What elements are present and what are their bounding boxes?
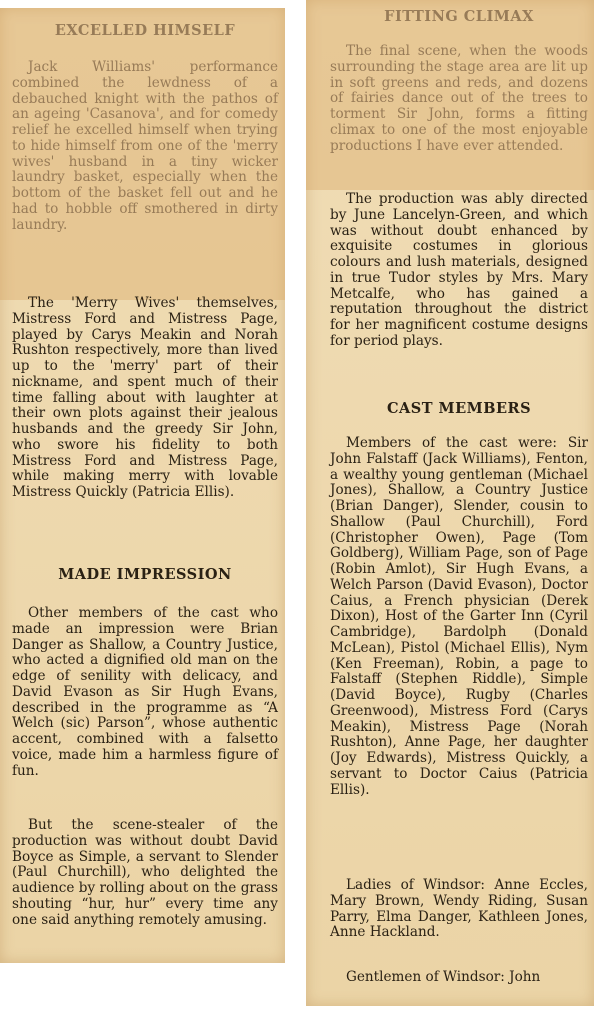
paragraph-gentlemen-of-windsor: Gentlemen of Windsor: John [346,969,541,985]
right-newspaper-clipping [306,0,594,1006]
paragraph-ladies-of-windsor: Ladies of Windsor: Anne Eccles, Mary Brown, Wendy Riding, Susan Parry, Elma Danger, Kathleen Jones, Anne Hackland. [330,877,588,941]
paragraph-final-scene: The final scene, when the woods surrounding the stage area are lit up in soft greens and reds, and dozens of fairies dance out of the trees to torment Sir John, forms a fitting climax to one of the most enjoyable productions I have ever attended. [330,43,588,154]
heading-excelled-himself: EXCELLED HIMSELF [54,22,236,39]
heading-fitting-climax: FITTING CLIMAX [384,8,534,25]
paragraph-cast-list: Members of the cast were: Sir John Falstaff (Jack Williams), Fenton, a wealthy young gentleman (Michael Jones), Shallow, a Country Justice (Brian Danger), Slender, cousin to Shallow (Paul Churchill), Ford (Christopher Owen), Page (Tom Goldberg), William Page, son of Page (Robin Amlot), Sir Hugh Evans, a Welch Parson (David Evason), Doctor Caius, a French physician (Derek Dixon), Host of the Garter Inn (Cyril Cambridge), Bardolph (Donald McLean), Pistol (Michael Ellis), Nym (Ken Freeman), Robin, a page to Falstaff (Stephen Riddle), Simple (David Boyce), Rugby (Charles Greenwood), Mistress Ford (Carys Meakin), Mistress Page (Norah Rushton), Anne Page, her daughter (Joy Edwards), Mistress Quickly, a servant to Doctor Caius (Patricia Ellis). [330,435,588,798]
paragraph-scene-stealer: But the scene-stealer of the production was without doubt David Boyce as Simple, a servant to Slender (Paul Churchill), who delighted the audience by rolling about on the grass shouting “hur, hur” every time any one said anything remotely amusing. [12,817,278,928]
left-newspaper-clipping [0,8,285,963]
paragraph-excelled-himself: Jack Williams' performance combined the lewdness of a debauched knight with the pathos of an ageing 'Casanova', and for comedy relief he excelled himself when trying to hide himself from one of the 'merry wives' husband in a tiny wicker laundry basket, especially when the bottom of the basket fell out and he had to hobble off smothered in dirty laundry. [12,59,278,233]
paragraph-merry-wives: The 'Merry Wives' themselves, Mistress Ford and Mistress Page, played by Carys Meakin and Norah Rushton respectively, more than lived up to the 'merry' part of their nickname, and spent much of their time falling about with laughter at their own plots against their jealous husbands and the greedy Sir John, who swore his fidelity to both Mistress Ford and Mistress Page, while making merry with lovable Mistress Quickly (Patricia Ellis). [12,295,278,500]
paragraph-production: The production was ably directed by June Lancelyn-Green, and which was without doubt enhanced by exquisite costumes in glorious colours and lush materials, designed in true Tudor styles by Mrs. Mary Metcalfe, who has gained a reputation throughout the district for her magnificent costume designs for period plays. [330,191,588,349]
heading-cast-members: CAST MEMBERS [386,400,532,417]
heading-made-impression: MADE IMPRESSION [58,566,232,583]
paragraph-other-members: Other members of the cast who made an impression were Brian Danger as Shallow, a Country Justice, who acted a dignified old man on the edge of senility with delicacy, and David Evason as Sir Hugh Evans, described in the programme as “A Welch (sic) Parson”, whose authentic accent, combined with a falsetto voice, made him a harmless figure of fun. [12,605,278,779]
